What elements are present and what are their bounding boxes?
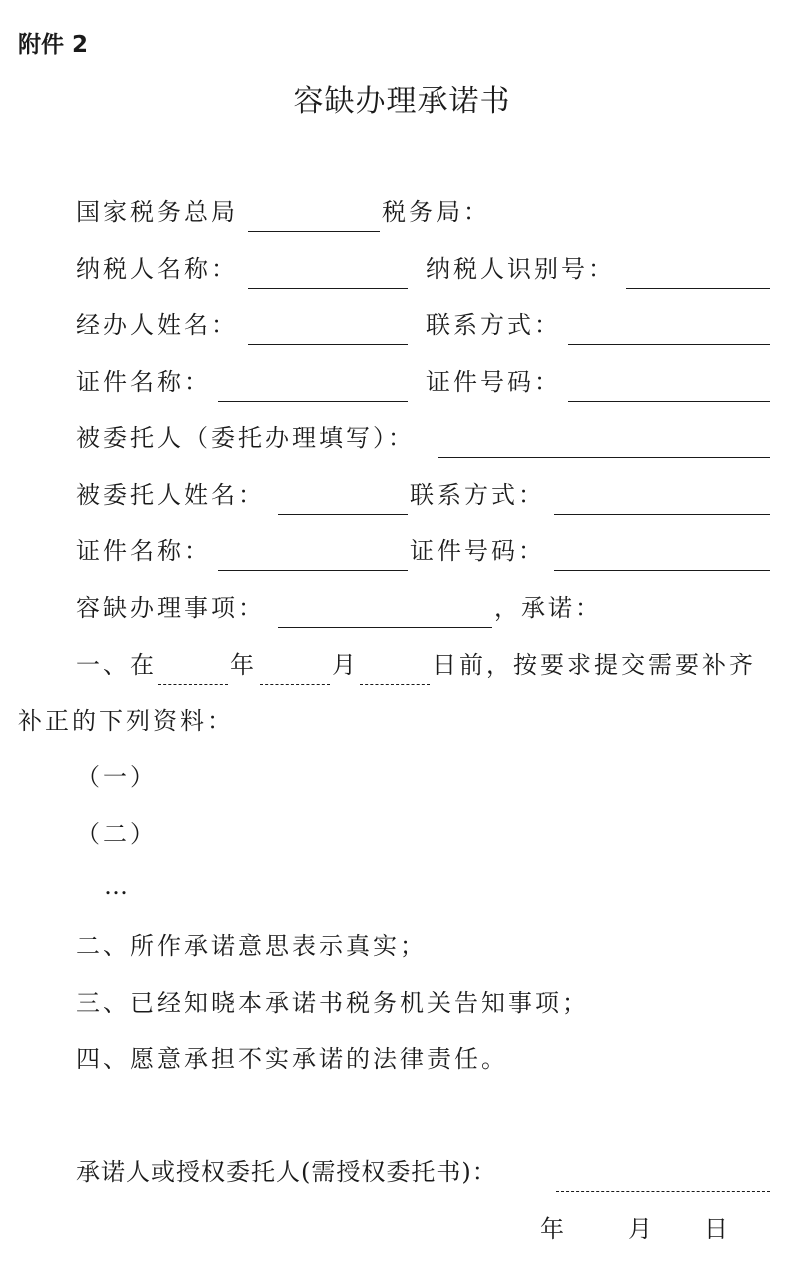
contact-blank-2[interactable]: [554, 475, 770, 515]
signature-year: 年: [540, 1215, 567, 1243]
month-blank[interactable]: [260, 645, 330, 685]
entrusted-name-label: 被委托人姓名：: [76, 481, 265, 509]
promise-2: 二、所作承诺意思表示真实；: [76, 932, 427, 960]
material-item-1: （一）: [76, 763, 157, 791]
material-item-2: （二）: [76, 820, 157, 848]
day-blank[interactable]: [360, 645, 430, 685]
handler-name-blank[interactable]: [248, 305, 408, 345]
signature-day: 日: [704, 1215, 731, 1243]
document-title: 容缺办理承诺书: [293, 84, 511, 119]
id-number-label-1: 证件号码：: [426, 368, 561, 396]
promise-3: 三、已经知晓本承诺书税务机关告知事项；: [76, 989, 589, 1017]
entrusted-name-blank[interactable]: [278, 475, 408, 515]
taxpayer-id-blank[interactable]: [626, 249, 770, 289]
promise-1-month: 月: [332, 651, 359, 679]
matter-blank[interactable]: [278, 588, 492, 628]
promise-1-continuation: 补正的下列资料：: [18, 707, 234, 735]
id-type-label-1: 证件名称：: [76, 368, 211, 396]
bureau-prefix: 国家税务总局: [76, 198, 238, 226]
promise-4: 四、愿意承担不实承诺的法律责任。: [76, 1045, 508, 1073]
taxpayer-name-blank[interactable]: [248, 249, 408, 289]
signature-label: 承诺人或授权委托人(需授权委托书)：: [76, 1158, 497, 1186]
handler-name-label: 经办人姓名：: [76, 311, 238, 339]
annex-label: 附件 2: [18, 32, 89, 58]
material-item-ellipsis: …: [104, 872, 131, 900]
entrusted-blank[interactable]: [438, 418, 770, 458]
id-type-blank-1[interactable]: [218, 362, 408, 402]
id-type-blank-2[interactable]: [218, 531, 408, 571]
taxpayer-id-label: 纳税人识别号：: [426, 255, 615, 283]
taxpayer-name-label: 纳税人名称：: [76, 255, 238, 283]
year-blank[interactable]: [158, 645, 228, 685]
promise-1-year: 年: [230, 651, 257, 679]
entrusted-label: 被委托人（委托办理填写）：: [76, 424, 415, 452]
signature-month: 月: [628, 1215, 655, 1243]
contact-blank-1[interactable]: [568, 305, 770, 345]
bureau-blank[interactable]: [248, 192, 380, 232]
id-number-blank-1[interactable]: [568, 362, 770, 402]
promise-1-rest: 日前，按要求提交需要补齐: [432, 651, 756, 679]
matter-label: 容缺办理事项：: [76, 594, 265, 622]
bureau-suffix: 税务局：: [382, 198, 490, 226]
signature-blank[interactable]: [556, 1152, 770, 1192]
contact-label-1: 联系方式：: [426, 311, 561, 339]
id-number-label-2: 证件号码：: [410, 537, 545, 565]
promise-1-prefix: 一、在: [76, 651, 157, 679]
id-number-blank-2[interactable]: [554, 531, 770, 571]
matter-suffix: ，承诺：: [494, 594, 602, 622]
id-type-label-2: 证件名称：: [76, 537, 211, 565]
contact-label-2: 联系方式：: [410, 481, 545, 509]
